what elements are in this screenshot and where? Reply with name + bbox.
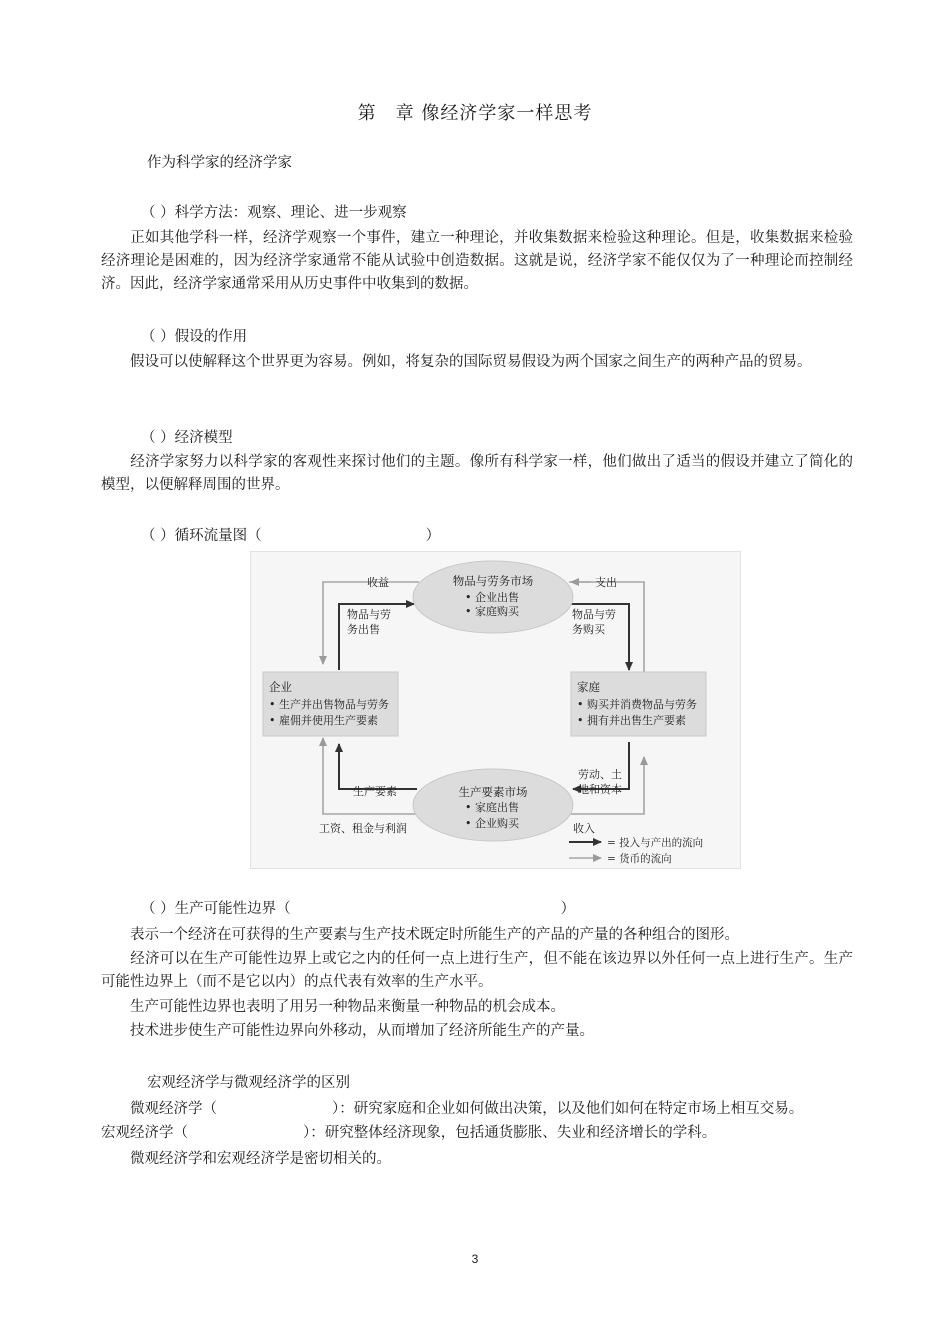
label-labor-1: 劳动、土 [578, 768, 622, 781]
paragraph-ppf-definition: 表示一个经济在可获得的生产要素与生产技术既定时所能生产的产品的产量的各种组合的图形。 [130, 927, 739, 943]
svg-text:• 企业购买: • 企业购买 [465, 817, 519, 830]
subheading-circular-flow: （ ）循环流量图（ ） [141, 528, 441, 544]
svg-text:家庭: 家庭 [577, 680, 600, 694]
legend-money-flow: = 货币的流向 [607, 853, 672, 865]
svg-text:• 雇佣并使用生产要素: • 雇佣并使用生产要素 [269, 714, 378, 727]
label-revenue: 收益 [367, 576, 389, 589]
paragraph-scientific-method: 正如其他学科一样，经济学观察一个事件，建立一种理论，并收集数据来检验这种理论。但是，收集数据来检验经济理论是困难的，因为经济学家通常不能从试验中创造数据。这就是说，经济学家不能仅仅为了一种理论而控制经济。因此，经济学家通常采用从历史事件中收集到的数据。 [101, 230, 853, 292]
factor-flow-labor [573, 742, 629, 789]
label-goods-bought-2: 务购买 [572, 623, 605, 636]
section-heading-macro-micro: 宏观经济学与微观经济学的区别 [147, 1075, 350, 1091]
money-flow-wages [323, 738, 419, 814]
chapter-title: 第 章 像经济学家一样思考 [357, 103, 593, 124]
label-goods-sold-1: 物品与劳 [347, 608, 391, 621]
paragraph-economic-models: 经济学家努力以科学家的客观性来探讨他们的主题。像所有科学家一样，他们做出了适当的假设并建立了简化的模型，以便解释周围的世界。 [101, 454, 853, 493]
subheading-economic-models: （ ）经济模型 [141, 430, 233, 446]
micro-definition: 微观经济学（ ）：研究家庭和企业如何做出决策，以及他们如何在特定市场上相互交易。 [130, 1101, 804, 1117]
page-number: 3 [471, 1252, 479, 1266]
svg-text:生产要素市场: 生产要素市场 [458, 785, 528, 799]
svg-text:企业: 企业 [269, 680, 292, 694]
section-heading-economist-as-scientist: 作为科学家的经济学家 [147, 155, 292, 171]
label-goods-sold-2: 务出售 [347, 623, 380, 636]
svg-text:• 购买并消费物品与劳务: • 购买并消费物品与劳务 [577, 698, 697, 711]
svg-text:• 拥有并出售生产要素: • 拥有并出售生产要素 [577, 714, 686, 727]
factor-flow-to-firms [339, 744, 417, 789]
subheading-ppf: （ ）生产可能性边界（ ） [141, 901, 576, 917]
svg-text:• 生产并出售物品与劳务: • 生产并出售物品与劳务 [269, 698, 389, 711]
label-factors: 生产要素 [353, 785, 397, 798]
subheading-assumptions: （ ）假设的作用 [141, 329, 248, 345]
svg-text:• 企业出售: • 企业出售 [465, 591, 519, 604]
paragraph-ppf-technology: 技术进步使生产可能性边界向外移动，从而增加了经济所能生产的产量。 [130, 1023, 594, 1039]
macro-definition: 宏观经济学（ ）：研究整体经济现象，包括通货膨胀、失业和经济增长的学科。 [101, 1125, 717, 1141]
paragraph-assumptions: 假设可以使解释这个世界更为容易。例如，将复杂的国际贸易假设为两个国家之间生产的两种产品的贸易。 [130, 354, 812, 370]
label-income: 收入 [573, 822, 595, 835]
circular-flow-diagram [250, 551, 741, 869]
closing-sentence: 微观经济学和宏观经济学是密切相关的。 [130, 1151, 391, 1167]
paragraph-ppf-opportunity-cost: 生产可能性边界也表明了用另一种物品来衡量一种物品的机会成本。 [130, 999, 565, 1015]
label-labor-2: 地和资本 [578, 783, 622, 796]
label-goods-bought-1: 物品与劳 [572, 608, 616, 621]
label-spending: 支出 [595, 576, 617, 589]
svg-text:物品与劳务市场: 物品与劳务市场 [452, 574, 534, 588]
paragraph-ppf-efficiency: 经济可以在生产可能性边界上或它之内的任何一点上进行生产，但不能在该边界以外任何一点上进行生产。生产可能性边界上（而不是它以内）的点代表有效率的生产水平。 [101, 951, 853, 990]
svg-text:• 家庭出售: • 家庭出售 [465, 801, 519, 814]
legend-goods-flow: = 投入与产出的流向 [607, 837, 704, 849]
label-wages: 工资、租金与利润 [319, 822, 407, 835]
svg-text:• 家庭购买: • 家庭购买 [465, 605, 519, 618]
subheading-scientific-method: （ ）科学方法：观察、理论、进一步观察 [141, 205, 407, 221]
